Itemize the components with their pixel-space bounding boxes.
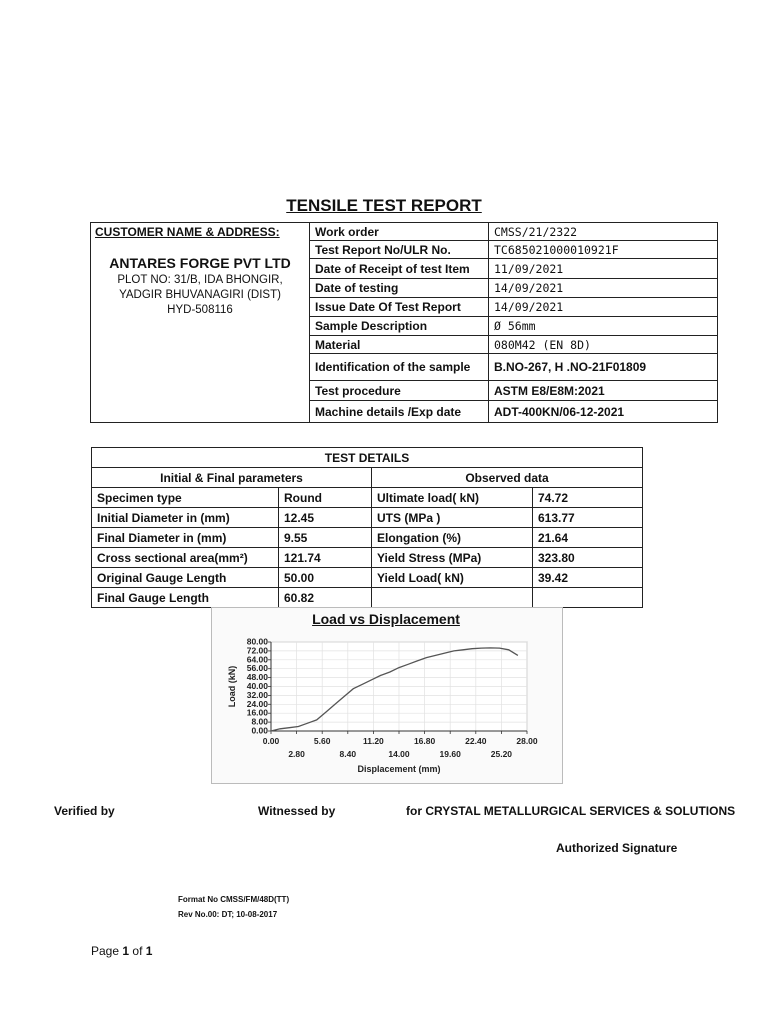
observed-heading: Observed data [372, 468, 643, 488]
parameters-heading: Initial & Final parameters [92, 468, 372, 488]
test-details-row [92, 568, 643, 588]
parameter-label: Specimen type [92, 488, 279, 508]
test-details-row [92, 548, 643, 568]
page-prefix: Page [91, 944, 120, 958]
info-value: 11/09/2021 [489, 259, 718, 279]
observed-value: 613.77 [533, 508, 643, 528]
y-tick-label: 16.00 [246, 707, 268, 718]
info-value: CMSS/21/2322 [489, 223, 718, 241]
x-tick-label: 11.20 [362, 736, 384, 746]
info-value: 080M42 (EN 8D) [489, 336, 718, 354]
observed-value: 323.80 [533, 548, 643, 568]
x-tick-label: 22.40 [465, 736, 487, 746]
page-total: 1 [145, 944, 153, 958]
parameter-value: 12.45 [279, 508, 372, 528]
observed-label: Yield Load( kN) [372, 568, 533, 588]
x-tick-label: 14.00 [388, 749, 410, 759]
parameter-value: Round [279, 488, 372, 508]
y-tick-label: 40.00 [246, 681, 268, 691]
y-tick-label: 0.00 [251, 725, 268, 736]
parameter-value: 121.74 [279, 548, 372, 568]
y-tick-label: 72.00 [246, 645, 268, 656]
test-details-row [92, 528, 643, 548]
y-tick-label: 56.00 [246, 663, 268, 674]
witnessed-by-label: Witnessed by [258, 804, 336, 818]
info-value: TC685021000010921F [489, 241, 718, 259]
customer-address-line2: YADGIR BHUVANAGIRI (DIST) [119, 289, 281, 301]
info-label: Sample Description [310, 317, 489, 336]
info-label: Date of Receipt of test Item [310, 259, 489, 279]
test-details-row [92, 588, 643, 608]
observed-label: UTS (MPa ) [372, 508, 533, 528]
parameter-label: Final Diameter in (mm) [92, 528, 279, 548]
test-details-table [91, 447, 643, 608]
observed-label: Yield Stress (MPa) [372, 548, 533, 568]
x-tick-label: 16.80 [413, 736, 436, 746]
test-details-row [92, 508, 643, 528]
chart-plot [211, 607, 561, 782]
info-label: Test Report No/ULR No. [310, 241, 489, 259]
parameter-value: 50.00 [279, 568, 372, 588]
x-tick-label: 28.00 [516, 736, 538, 746]
x-tick-label: 0.00 [262, 736, 280, 746]
y-axis-label: Load (kN) [227, 665, 237, 708]
test-details-heading: TEST DETAILS [92, 448, 643, 468]
page-number [91, 944, 152, 958]
parameter-value: 9.55 [279, 528, 372, 548]
x-tick-label: 25.20 [490, 749, 513, 759]
y-tick-label: 8.00 [251, 716, 268, 727]
y-tick-label: 48.00 [246, 672, 268, 683]
info-label: Issue Date Of Test Report [310, 298, 489, 317]
company-signature-label: for CRYSTAL METALLURGICAL SERVICES & SOLUTIONS [406, 804, 736, 818]
parameter-label: Cross sectional area(mm²) [92, 548, 279, 568]
x-tick-label: 2.80 [288, 749, 305, 759]
observed-value: 39.42 [533, 568, 643, 588]
customer-cell [91, 223, 310, 423]
parameter-label: Original Gauge Length [92, 568, 279, 588]
info-label: Work order [310, 223, 489, 241]
info-value: 14/09/2021 [489, 298, 718, 317]
chart-title: Load vs Displacement [312, 611, 460, 627]
y-tick-label: 32.00 [246, 689, 268, 700]
parameter-value: 60.82 [279, 588, 372, 608]
authorized-signature-label: Authorized Signature [556, 841, 678, 855]
customer-heading: CUSTOMER NAME & ADDRESS: [95, 225, 280, 239]
x-tick-label: 19.60 [439, 749, 461, 759]
y-tick-label: 64.00 [246, 654, 268, 665]
info-value: ADT-400KN/06-12-2021 [489, 401, 718, 423]
report-title: TENSILE TEST REPORT [286, 196, 482, 215]
info-label: Test procedure [310, 381, 489, 401]
x-axis-label: Displacement (mm) [357, 764, 441, 774]
info-label: Material [310, 336, 489, 354]
x-tick-label: 5.60 [313, 736, 331, 746]
page-current: 1 [122, 944, 130, 958]
format-number: Format No CMSS/FM/48D(TT) [178, 895, 290, 904]
parameter-label: Initial Diameter in (mm) [92, 508, 279, 528]
page-of: of [132, 944, 143, 958]
info-row [91, 223, 718, 241]
info-value: B.NO-267, H .NO-21F01809 [489, 354, 718, 381]
test-details-heading-row [92, 448, 643, 468]
verified-by-label: Verified by [54, 804, 115, 818]
info-label: Date of testing [310, 279, 489, 298]
test-details-row [92, 488, 643, 508]
test-details-subheading-row [92, 468, 643, 488]
info-label: Identification of the sample [310, 354, 489, 381]
x-tick-label: 8.40 [339, 749, 357, 759]
info-value: Ø 56mm [489, 317, 718, 336]
customer-address-line1: PLOT NO: 31/B, IDA BHONGIR, [117, 274, 283, 286]
customer-info-table [90, 222, 718, 423]
observed-value: 74.72 [533, 488, 643, 508]
parameter-label: Final Gauge Length [92, 588, 279, 608]
observed-label [372, 588, 533, 608]
observed-label: Elongation (%) [372, 528, 533, 548]
customer-name: ANTARES FORGE PVT LTD [109, 255, 291, 271]
info-value: 14/09/2021 [489, 279, 718, 298]
y-tick-label: 80.00 [246, 636, 268, 647]
observed-value [533, 588, 643, 608]
customer-address-line3: HYD-508116 [167, 304, 233, 316]
info-label: Machine details /Exp date [310, 401, 489, 423]
y-tick-label: 24.00 [246, 698, 268, 709]
observed-value: 21.64 [533, 528, 643, 548]
observed-label: Ultimate load( kN) [372, 488, 533, 508]
revision-number: Rev No.00: DT; 10-08-2017 [178, 910, 278, 919]
info-value: ASTM E8/E8M:2021 [489, 381, 718, 401]
